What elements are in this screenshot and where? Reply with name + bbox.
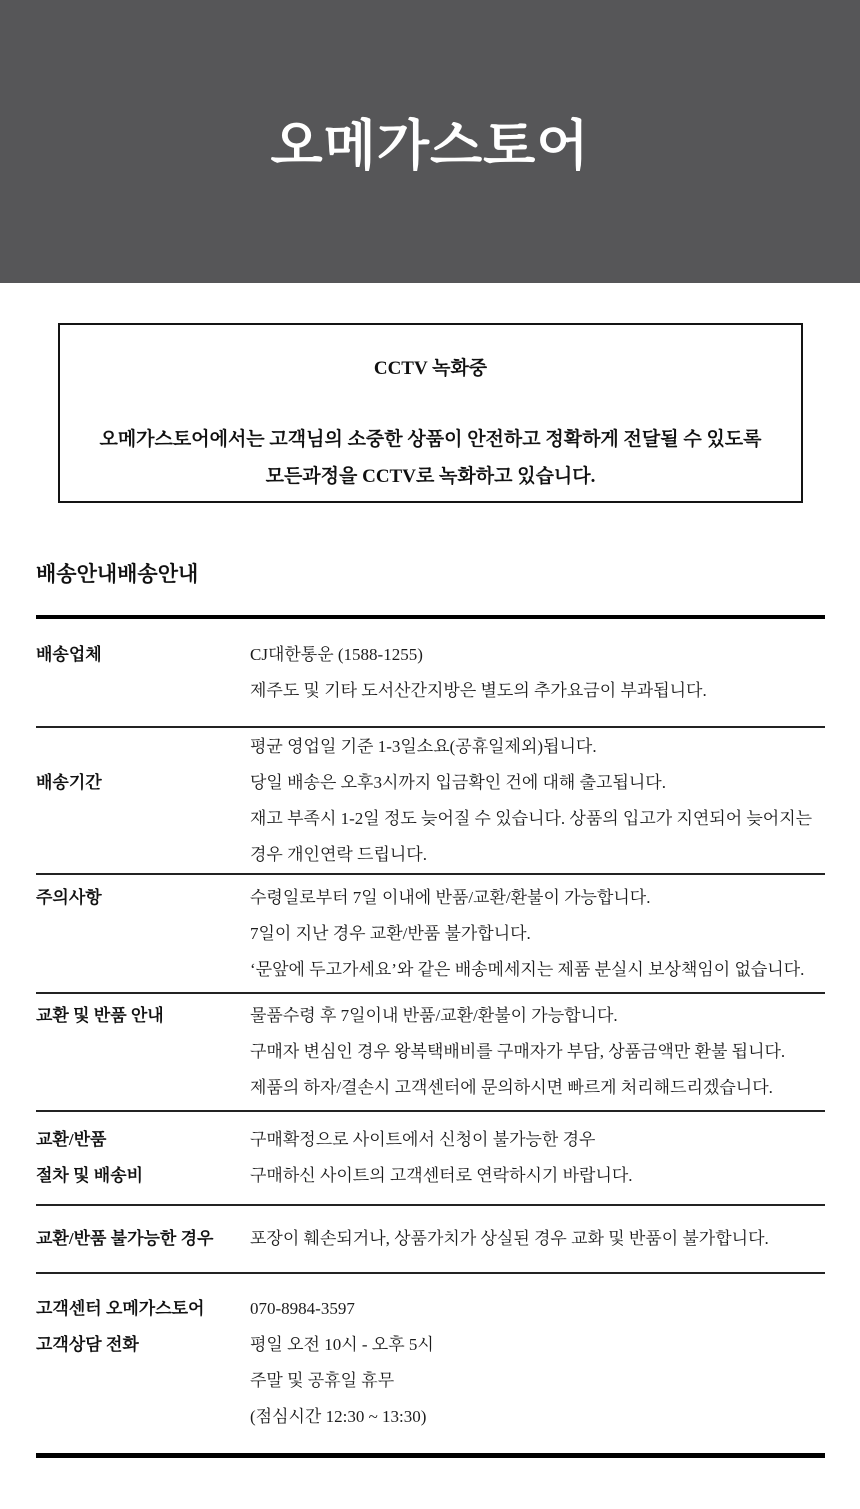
row-content [250,998,825,1106]
content-line-phone-number: 070-8984-3597 [250,1299,355,1318]
table-row-cautions [36,875,825,994]
row-label [36,1291,250,1435]
content-line: CJ대한통운 (1588-1255) [250,645,423,664]
cctv-notice-title: CCTV 녹화중 [373,358,488,379]
row-content [250,637,825,709]
row-label [36,1221,250,1257]
row-label [36,1122,250,1194]
content-line: 제주도 및 기타 도서산간지방은 별도의 추가요금이 부과됩니다. [250,681,707,700]
content-line: 재고 부족시 1-2일 정도 늦어질 수 있습니다. 상품의 입고가 지연되어 늦어지는 [250,809,813,828]
row-label-line: 배송기간 [36,773,102,792]
row-content [250,1221,825,1257]
table-row-exchange-procedure [36,1112,825,1206]
row-content [250,1122,825,1194]
table-row-shipping-period [36,728,825,875]
table-row-exchange-return-info [36,994,825,1112]
cctv-notice-line: 모든과정을 CCTV로 녹화하고 있습니다. [265,466,596,487]
table-row-exchange-not-possible [36,1206,825,1274]
content-line: 경우 개인연락 드립니다. [250,845,427,864]
table-row-carrier [36,619,825,728]
store-banner [0,0,860,283]
row-label-line: 교환/반품 불가능한 경우 [36,1229,214,1248]
content-line: ‘문앞에 두고가세요’와 같은 배송메세지는 제품 분실시 보상책임이 없습니다. [250,960,805,979]
row-content [250,880,825,988]
row-label [36,998,250,1106]
row-label-line: 교환/반품 [36,1130,107,1149]
row-label-line: 주의사항 [36,888,102,907]
content-line: 구매자 변심인 경우 왕복택배비를 구매자가 부담, 상품금액만 환불 됩니다. [250,1042,786,1061]
shipping-heading: 배송안내배송안내 [36,562,199,586]
row-label-line: 배송업체 [36,645,102,664]
row-content [250,729,825,873]
content-line: 7일이 지난 경우 교환/반품 불가합니다. [250,924,531,943]
row-label-line: 고객상담 전화 [36,1335,139,1354]
content-line: 포장이 훼손되거나, 상품가치가 상실된 경우 교화 및 반품이 불가합니다. [250,1229,769,1248]
content-line: 물품수령 후 7일이내 반품/교환/환불이 가능합니다. [250,1006,618,1025]
row-label [36,880,250,988]
content-line: 구매확정으로 사이트에서 신청이 불가능한 경우 [250,1130,596,1149]
content-line: 평일 오전 10시 - 오후 5시 [250,1335,434,1354]
table-row-customer-center [36,1274,825,1453]
content-line: 주말 및 공휴일 휴무 [250,1371,395,1390]
cctv-notice-line: 오메가스토어에서는 고객님의 소중한 상품이 안전하고 정확하게 전달될 수 있도록 [99,429,762,450]
row-content [250,1291,825,1435]
cctv-notice-body [60,421,801,495]
row-label-line: 교환 및 반품 안내 [36,1006,164,1025]
content-line: (점심시간 12:30 ~ 13:30) [250,1407,427,1426]
content-line: 수령일로부터 7일 이내에 반품/교환/환불이 가능합니다. [250,888,651,907]
shipping-info-table [36,615,825,1458]
row-label [36,637,250,709]
content-line: 제품의 하자/결손시 고객센터에 문의하시면 빠르게 처리해드리겠습니다. [250,1078,773,1097]
row-label-line: 고객센터 오메가스토어 [36,1299,205,1318]
row-label [36,729,250,873]
row-label-line: 절차 및 배송비 [36,1166,144,1185]
cctv-notice-box [58,323,803,503]
store-title: 오메가스토어 [270,116,590,176]
content-line: 당일 배송은 오후3시까지 입금확인 건에 대해 출고됩니다. [250,773,666,792]
content-line: 구매하신 사이트의 고객센터로 연락하시기 바랍니다. [250,1166,633,1185]
content-line: 평균 영업일 기준 1-3일소요(공휴일제외)됩니다. [250,737,597,756]
